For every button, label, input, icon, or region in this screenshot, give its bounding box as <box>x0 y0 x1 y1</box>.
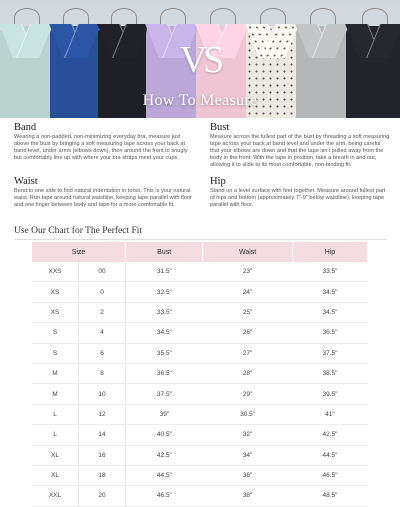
cell-size-number: 16 <box>79 445 126 465</box>
header-waist: Waist <box>203 242 293 262</box>
cell-waist: 28" <box>203 363 293 383</box>
cell-waist: 36" <box>203 465 293 485</box>
cell-size-number: 0 <box>79 282 126 302</box>
cell-hip: 41" <box>292 404 367 424</box>
cell-hip: 33.5" <box>292 262 367 282</box>
band-section <box>14 122 194 162</box>
waist-text: Bend to one side to find natural indentation in torso. This is your natural waist. Run tape around natural waistline, keeping tape parallel with floor and one finger between body and tape for a more comfortable fit. <box>14 188 192 209</box>
table-row <box>32 323 368 343</box>
size-chart-title: Use Our Chart for The Perfect Fit <box>14 226 143 236</box>
header-bust: Bust <box>126 242 203 262</box>
table-row <box>32 343 368 363</box>
header-size: Size <box>32 242 126 262</box>
cell-hip: 38.5" <box>292 363 367 383</box>
cell-size: XS <box>32 302 79 322</box>
cell-hip: 39.5" <box>292 384 367 404</box>
cell-waist: 25" <box>203 302 293 322</box>
cell-bust: 31.5" <box>126 262 203 282</box>
cell-size-number: 14 <box>79 425 126 445</box>
cell-size-number: 2 <box>79 302 126 322</box>
cell-bust: 35.5" <box>126 343 203 363</box>
band-title: Band <box>14 122 37 133</box>
table-row <box>32 425 368 445</box>
table-row <box>32 282 368 302</box>
cell-bust: 32.5" <box>126 282 203 302</box>
cell-size: XXL <box>32 486 79 506</box>
cell-size-number: 12 <box>79 404 126 424</box>
table-row <box>32 486 368 506</box>
cell-waist: 32" <box>203 425 293 445</box>
bust-title: Bust <box>210 122 230 133</box>
hip-section <box>210 176 390 209</box>
cell-size: XXS <box>32 262 79 282</box>
cell-hip: 37.5" <box>292 343 367 363</box>
table-row <box>32 384 368 404</box>
brand-logo: VS <box>179 39 221 81</box>
table-row <box>32 302 368 322</box>
cell-size: L <box>32 404 79 424</box>
cell-size: S <box>32 323 79 343</box>
cell-bust: 34.5" <box>126 323 203 343</box>
cell-hip: 34.5" <box>292 282 367 302</box>
cell-size: M <box>32 384 79 404</box>
cell-bust: 39" <box>126 404 203 424</box>
cell-waist: 23" <box>203 262 293 282</box>
divider <box>14 239 386 240</box>
cell-hip: 48.5" <box>292 486 367 506</box>
banner-title: How To Measure <box>142 92 258 109</box>
bust-section <box>210 122 390 169</box>
cell-size-number: 20 <box>79 486 126 506</box>
table-row <box>32 445 368 465</box>
cell-hip: 44.5" <box>292 445 367 465</box>
cell-size-number: 18 <box>79 465 126 485</box>
header-hip: Hip <box>292 242 367 262</box>
cell-bust: 36.5" <box>126 363 203 383</box>
cell-size-number: 8 <box>79 363 126 383</box>
cell-bust: 37.5" <box>126 384 203 404</box>
cell-bust: 33.5" <box>126 302 203 322</box>
cell-bust: 46.5" <box>126 486 203 506</box>
cell-hip: 42.5" <box>292 425 367 445</box>
cell-hip: 36.5" <box>292 323 367 343</box>
table-header-row <box>32 242 368 262</box>
cell-size: XL <box>32 445 79 465</box>
cell-size-number: 00 <box>79 262 126 282</box>
cell-size: XS <box>32 282 79 302</box>
band-text: Wearing a non-padded, non-minimizing everyday bra, measure just above the bust by bringing a soft measuring tape across your back at band level, under arms (elbows down), then around the front to snugly but comfortably line up with where your bra straps meet your cups. <box>14 134 188 162</box>
waist-title: Waist <box>14 176 38 187</box>
cell-size-number: 6 <box>79 343 126 363</box>
hip-title: Hip <box>210 176 226 187</box>
cell-waist: 34" <box>203 445 293 465</box>
cell-bust: 42.5" <box>126 445 203 465</box>
cell-waist: 38" <box>203 486 293 506</box>
cell-bust: 44.5" <box>126 465 203 485</box>
hip-text: Stand on a level surface with feet together. Measure around fullest part of hips and bottom (approximately 7"-9" below waistline), keeping tape parallel with floor. <box>210 188 386 209</box>
waist-section <box>14 176 194 209</box>
hero-banner <box>0 0 400 118</box>
cell-waist: 26" <box>203 323 293 343</box>
cell-hip: 34.5" <box>292 302 367 322</box>
table-row <box>32 262 368 282</box>
cell-size: M <box>32 363 79 383</box>
cell-waist: 30.5" <box>203 404 293 424</box>
cell-waist: 27" <box>203 343 293 363</box>
table-row <box>32 363 368 383</box>
cell-size: L <box>32 425 79 445</box>
cell-size-number: 10 <box>79 384 126 404</box>
cell-waist: 24" <box>203 282 293 302</box>
bust-text: Measure across the fullest part of the bust by threading a soft measuring tape across your back at band level and under the arm, being careful that your elbows are down and that the tape isn't pulled away from the body in the front. With the tape in position, take a breath in and out, allowing it to slide to its most comfortable, non-binding fit. <box>210 134 390 169</box>
cell-size: XL <box>32 465 79 485</box>
cell-waist: 29" <box>203 384 293 404</box>
cell-hip: 46.5" <box>292 465 367 485</box>
table-body <box>32 262 368 506</box>
cell-size: S <box>32 343 79 363</box>
size-chart-table <box>32 242 368 507</box>
table-row <box>32 465 368 485</box>
cell-size-number: 4 <box>79 323 126 343</box>
table-row <box>32 404 368 424</box>
cell-bust: 40.5" <box>126 425 203 445</box>
